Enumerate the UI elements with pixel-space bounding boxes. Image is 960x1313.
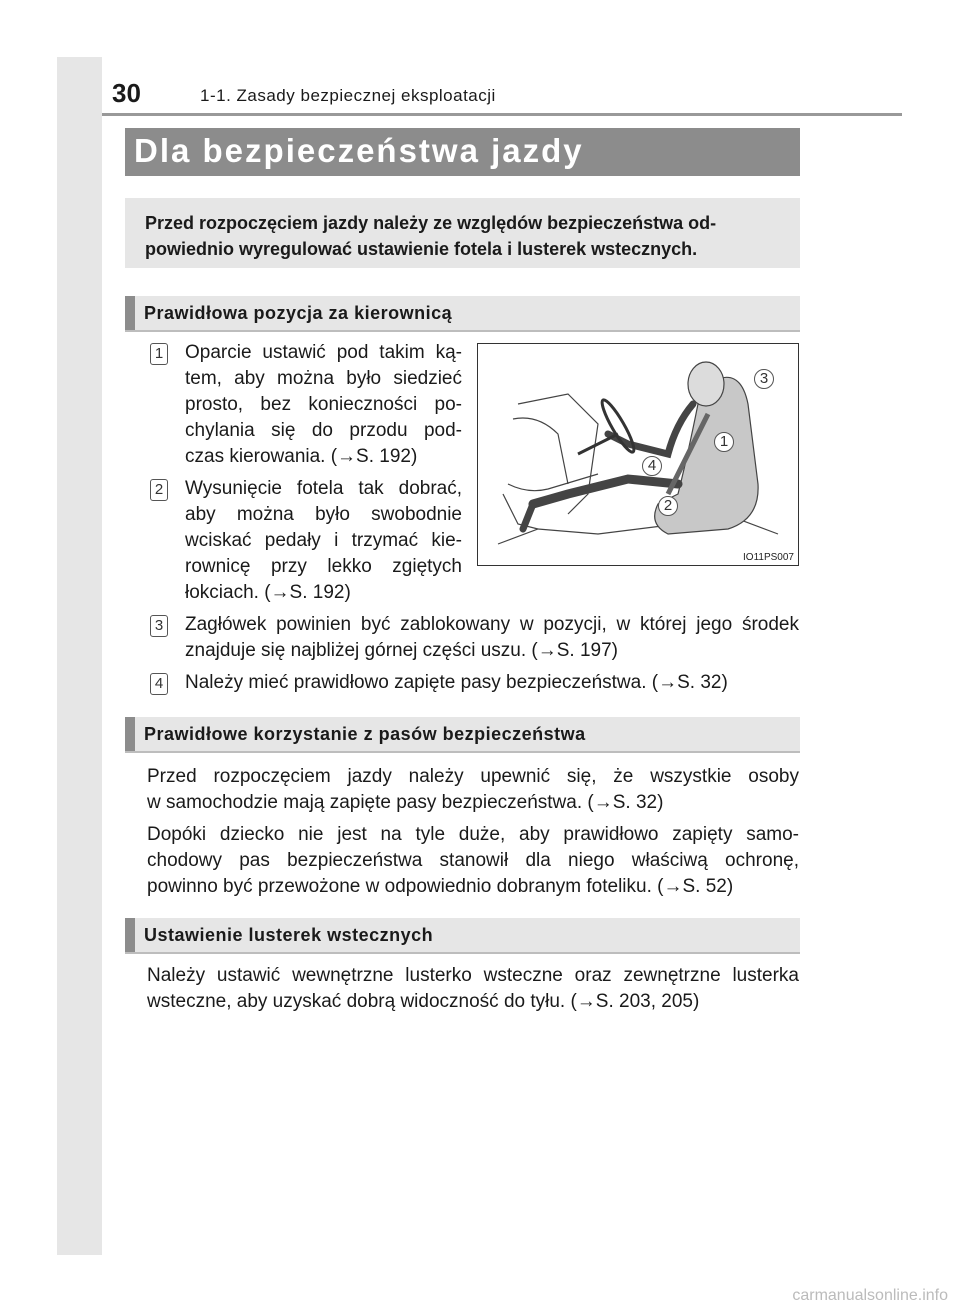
intro-box [125, 198, 800, 268]
chapter-title: 1-1. Zasady bezpiecznej eksploatacji [200, 86, 496, 105]
paragraph-line: chodowy pas bezpieczeństwa stanowił dla niego właściwą ochronę, [147, 850, 799, 871]
item-1-text [185, 340, 462, 470]
mirrors-paragraph [147, 963, 799, 1015]
section-accent [125, 296, 135, 330]
item-1-line: chylania się do przodu pod- [185, 420, 462, 441]
item-4-line: Należy mieć prawidłowo zapięte pasy bezpieczeństwa. (→S. 32) [185, 672, 728, 693]
item-number-4: 4 [150, 673, 168, 695]
section-heading-label: Prawidłowe korzystanie z pasów bezpieczeństwa [144, 724, 586, 744]
item-3-text [185, 612, 799, 664]
section-rule [125, 751, 800, 753]
item-2-text [185, 476, 462, 606]
figure-id: IO11PS007 [743, 552, 794, 563]
item-2-line: rownicę przy lekko zgiętych [185, 556, 462, 577]
callout-1: 1 [714, 432, 734, 452]
section-rule [125, 952, 800, 954]
paragraph-line: powinno być przewożone w odpowiednio dobranym foteliku. (→S. 52) [147, 876, 734, 897]
item-1-line: czas kierowania. (→S. 192) [185, 446, 418, 467]
item-1-line: tem, aby można było siedzieć [185, 368, 462, 389]
intro-text: Przed rozpoczęciem jazdy należy ze względów bezpieczeństwa od-powiednio wyregulować ustawienie fotela i lusterek wstecznych. [145, 213, 717, 259]
section-heading-label: Ustawienie lusterek wstecznych [144, 925, 434, 945]
driver-seat-svg [478, 344, 798, 565]
watermark: carmanualsonline.info [792, 1287, 948, 1304]
item-4-text [185, 670, 799, 696]
page-number: 30 [112, 78, 141, 108]
item-2-line: Wysunięcie fotela tak dobrać, [185, 478, 462, 499]
item-number-1: 1 [150, 343, 168, 365]
belts-paragraph-2 [147, 822, 799, 900]
section-accent [125, 717, 135, 751]
section-heading-mirrors [125, 918, 800, 952]
title-bar [125, 128, 800, 176]
callout-3: 3 [754, 369, 774, 389]
item-1-line: prosto, bez konieczności po- [185, 394, 462, 415]
paragraph-line: Dopóki dziecko nie jest na tyle duże, aby prawidłowo zapięty samo- [147, 824, 799, 845]
section-rule [125, 330, 800, 332]
page-title: Dla bezpieczeństwa jazdy [134, 132, 584, 169]
driving-position-illustration [477, 343, 799, 566]
item-3-line: Zagłówek powinien być zablokowany w pozycji, w której jego środek [185, 614, 799, 635]
callout-4: 4 [642, 456, 662, 476]
side-strip [57, 57, 102, 1255]
item-number-2: 2 [150, 479, 168, 501]
header-rule [102, 113, 902, 116]
section-heading-label: Prawidłowa pozycja za kierownicą [144, 303, 453, 323]
item-1-line: Oparcie ustawić pod takim ką- [185, 342, 462, 363]
section-heading-seating [125, 296, 800, 330]
belts-paragraph-1 [147, 764, 799, 816]
item-3-line: znajduje się najbliżej górnej części uszu. (→S. 197) [185, 640, 618, 661]
paragraph-line: Przed rozpoczęciem jazdy należy upewnić się, że wszystkie osoby [147, 766, 799, 787]
callout-2: 2 [658, 496, 678, 516]
section-heading-belts [125, 717, 800, 751]
item-2-line: wciskać pedały i trzymać kie- [185, 530, 462, 551]
paragraph-line: Należy ustawić wewnętrzne lusterko wsteczne oraz zewnętrzne lusterka [147, 965, 799, 986]
item-number-3: 3 [150, 615, 168, 637]
paragraph-line: wsteczne, aby uzyskać dobrą widoczność do tyłu. (→S. 203, 205) [147, 991, 700, 1012]
paragraph-line: w samochodzie mają zapięte pasy bezpieczeństwa. (→S. 32) [147, 792, 664, 813]
item-2-line: łokciach. (→S. 192) [185, 582, 351, 603]
section-accent [125, 918, 135, 952]
item-2-line: aby można było swobodnie [185, 504, 462, 525]
